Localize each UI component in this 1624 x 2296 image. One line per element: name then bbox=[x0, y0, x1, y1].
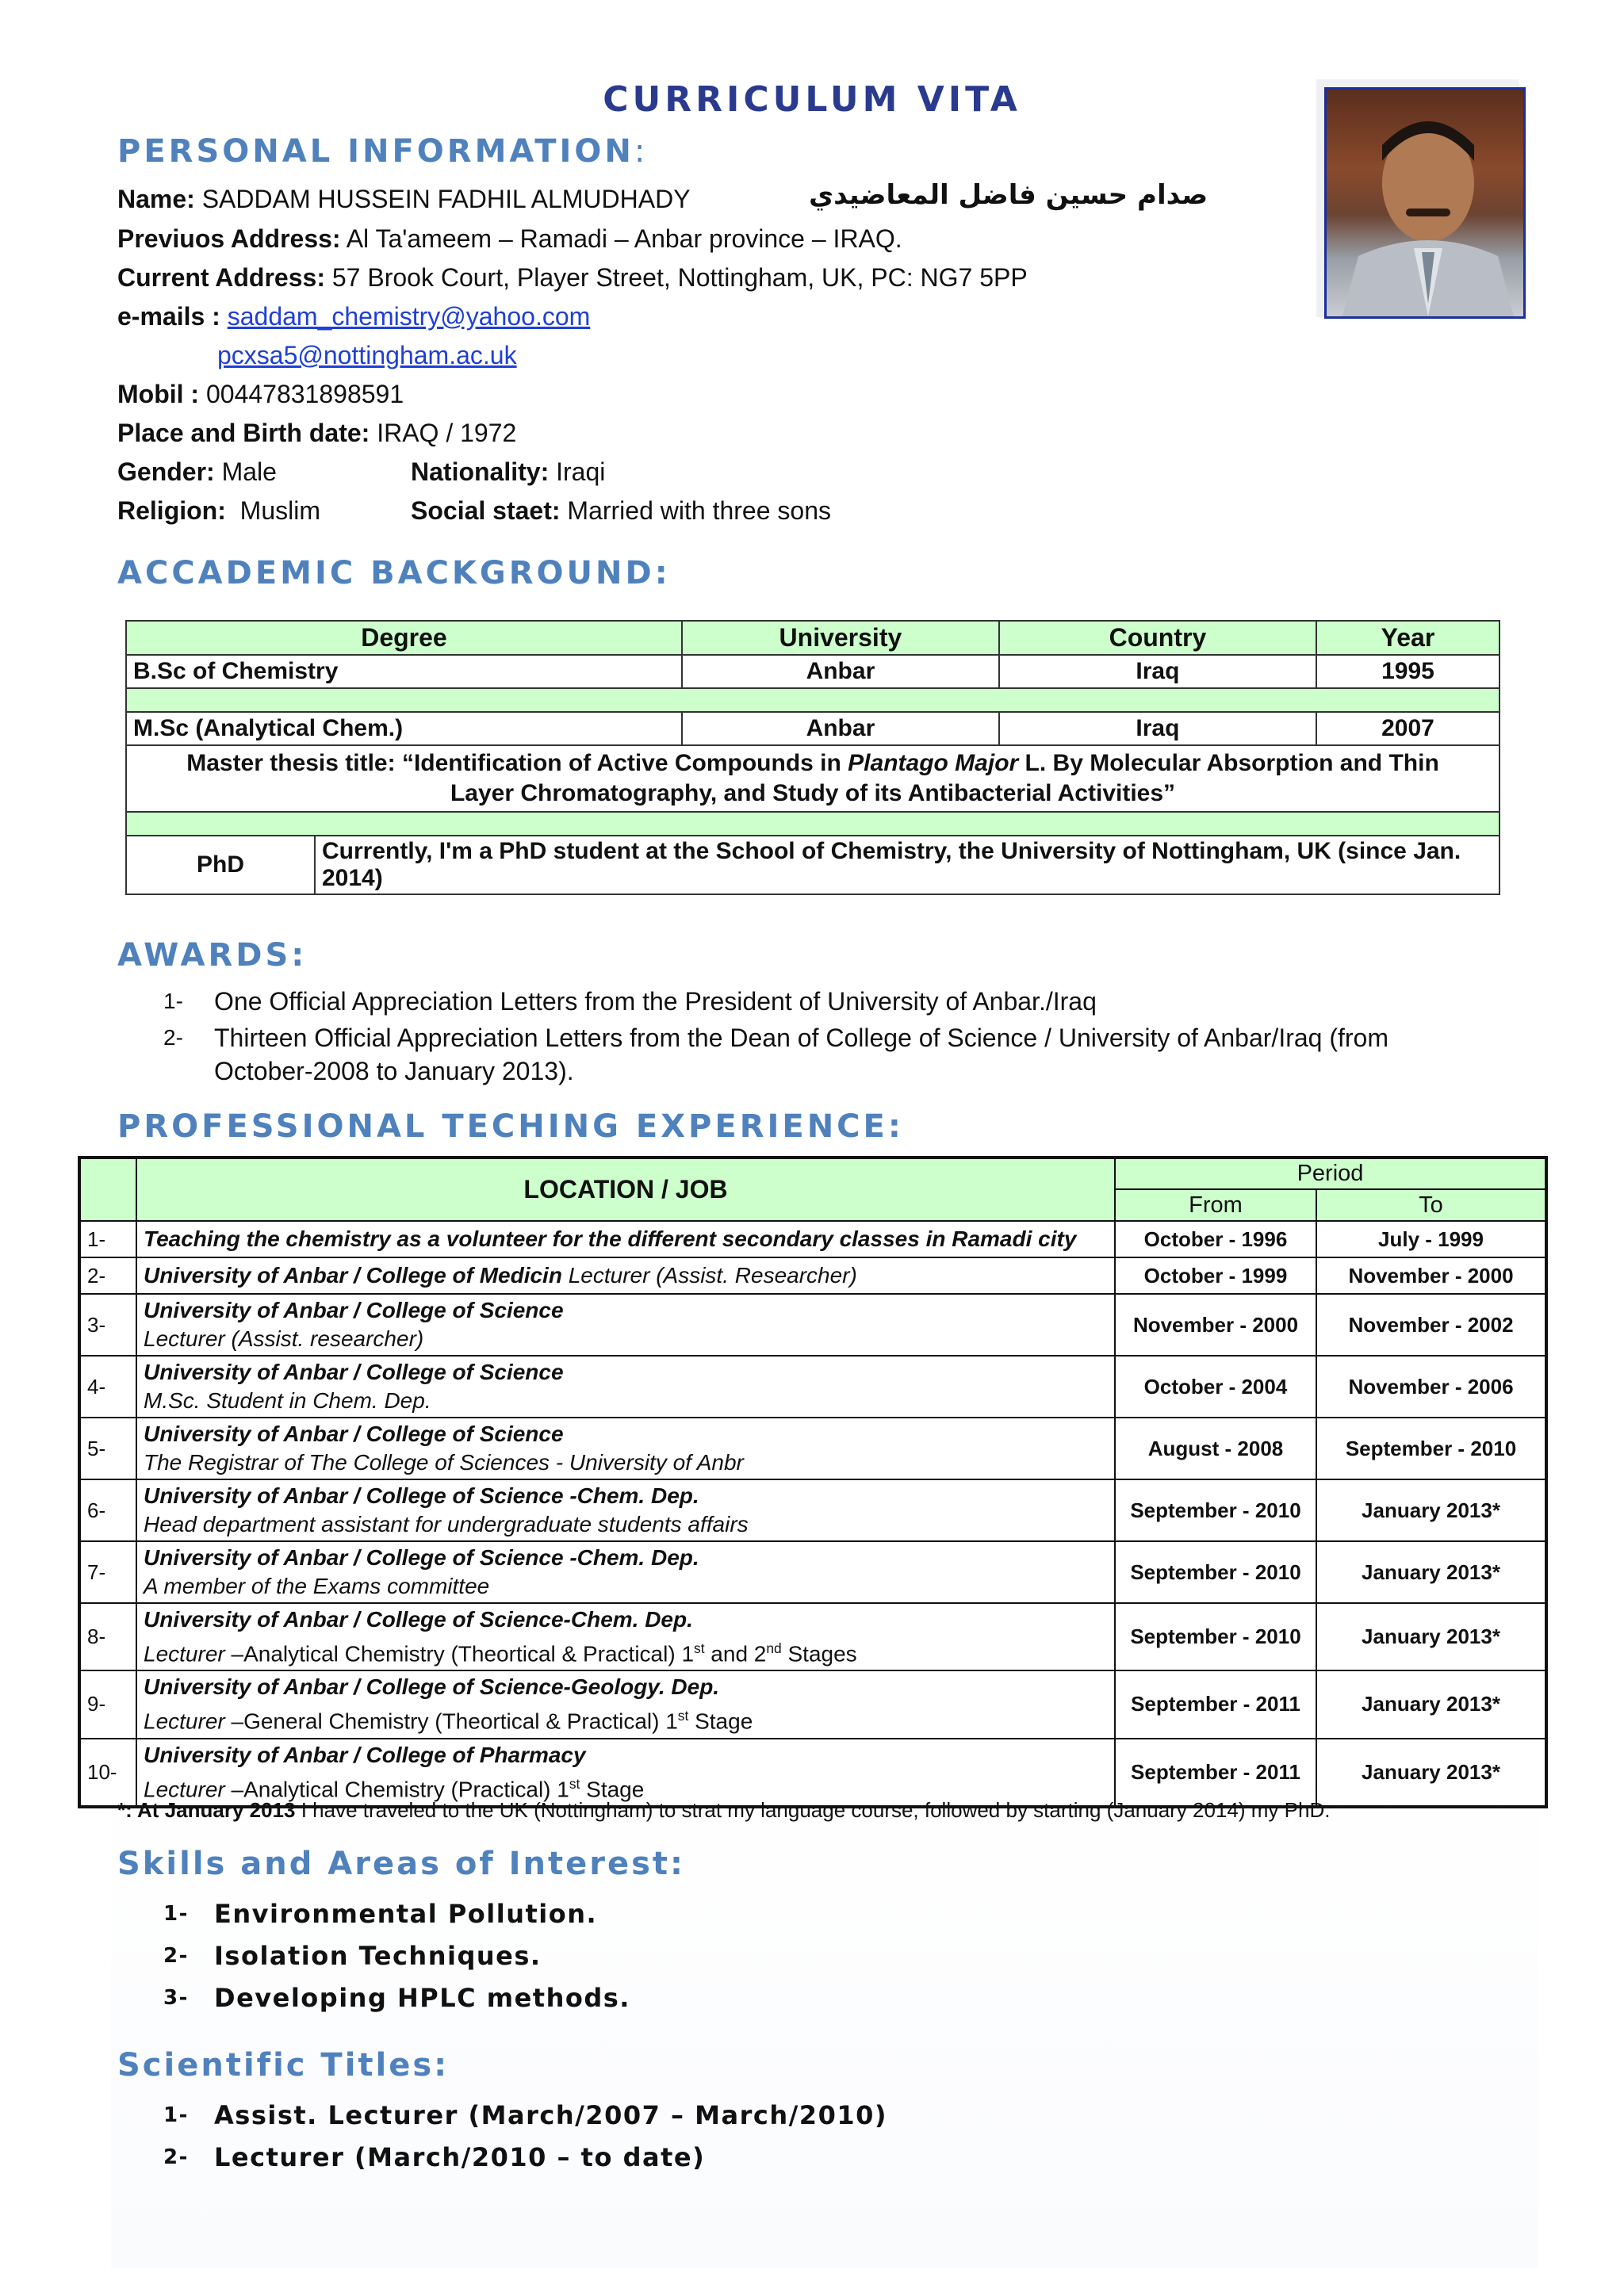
name-row bbox=[117, 181, 691, 217]
experience-heading: PROFESSIONAL TECHING EXPERIENCE: bbox=[117, 1108, 904, 1145]
row-number: 3- bbox=[79, 1294, 136, 1356]
academic-row-thesis bbox=[126, 745, 1500, 812]
academic-spacer bbox=[126, 812, 1500, 836]
skill-item bbox=[159, 1935, 630, 1977]
row-job-sub: Lecturer (Assist. Researcher) bbox=[561, 1263, 857, 1288]
row-job-head: University of Anbar / College of Science bbox=[144, 1422, 564, 1446]
experience-col-to: To bbox=[1316, 1189, 1546, 1221]
skills-heading: Skills and Areas of Interest: bbox=[117, 1846, 686, 1882]
skills-list bbox=[159, 1893, 630, 2019]
row-job bbox=[136, 1739, 1115, 1807]
prev-address-row bbox=[117, 220, 902, 257]
row-from: September - 2010 bbox=[1115, 1603, 1316, 1670]
row-job-head: University of Anbar / College of Science bbox=[144, 1298, 564, 1322]
row-job-sub-italic: Lecturer bbox=[144, 1776, 225, 1801]
title-text: Lecturer (March/2010 – to date) bbox=[214, 2142, 706, 2172]
row-job-head: University of Anbar / College of Science -Chem. Dep. bbox=[144, 1483, 699, 1508]
mobile-value: 00447831898591 bbox=[205, 380, 404, 408]
academic-row-phd bbox=[126, 836, 1500, 894]
row-job-sub-italic: Lecturer bbox=[144, 1641, 225, 1667]
religion-row bbox=[117, 492, 320, 529]
row-to: January 2013* bbox=[1316, 1603, 1546, 1670]
academic-col-country: Country bbox=[999, 621, 1316, 655]
row-job bbox=[136, 1603, 1115, 1670]
row-job-end: Stages bbox=[781, 1641, 857, 1667]
award-item bbox=[159, 1021, 1459, 1088]
social-label: Social staet: bbox=[411, 496, 561, 525]
titles-list bbox=[159, 2095, 887, 2179]
experience-col-from: From bbox=[1115, 1189, 1316, 1221]
cell-country: Iraq bbox=[999, 712, 1316, 745]
award-number: 2- bbox=[163, 1025, 183, 1050]
row-job-sub: A member of the Exams committee bbox=[144, 1574, 490, 1598]
row-to: November - 2002 bbox=[1316, 1294, 1546, 1356]
row-number: 2- bbox=[79, 1257, 136, 1294]
document-title: CURRICULUM VITA bbox=[603, 79, 1021, 120]
thesis-prefix: Master thesis title: “Identification of Active Compounds in bbox=[186, 750, 848, 776]
experience-row bbox=[79, 1257, 1546, 1294]
skill-item bbox=[159, 1893, 630, 1935]
name-arabic: صدام حسين فاضل المعاضيدي bbox=[809, 179, 1208, 211]
personal-info-heading bbox=[117, 133, 648, 170]
row-job bbox=[136, 1257, 1115, 1294]
email-link-1[interactable]: saddam_chemistry@yahoo.com bbox=[227, 302, 591, 331]
row-job-sup: st bbox=[677, 1708, 689, 1724]
row-job-sup: st bbox=[569, 1775, 580, 1792]
row-from: September - 2011 bbox=[1115, 1670, 1316, 1738]
academic-row-msc bbox=[126, 712, 1500, 745]
emails-row bbox=[117, 298, 590, 335]
row-job bbox=[136, 1479, 1115, 1541]
row-from: October - 1999 bbox=[1115, 1257, 1316, 1294]
row-from: August - 2008 bbox=[1115, 1418, 1316, 1479]
row-from: October - 1996 bbox=[1115, 1221, 1316, 1257]
row-number: 9- bbox=[79, 1670, 136, 1738]
skill-text: Developing HPLC methods. bbox=[214, 1983, 630, 2013]
row-job-sub: –Analytical Chemistry (Practical) 1 bbox=[224, 1776, 569, 1801]
spacer-cell bbox=[126, 688, 1500, 712]
prev-address-value: Al Ta'ameem – Ramadi – Anbar province – IRAQ. bbox=[346, 224, 902, 253]
row-job-end: Stage bbox=[688, 1709, 753, 1734]
experience-row bbox=[79, 1541, 1546, 1603]
row-job bbox=[136, 1541, 1115, 1603]
awards-list bbox=[159, 983, 1459, 1088]
academic-heading: ACCADEMIC BACKGROUND: bbox=[117, 555, 671, 591]
academic-header-row bbox=[126, 621, 1500, 655]
academic-col-degree: Degree bbox=[126, 621, 682, 655]
award-text: One Official Appreciation Letters from the President of University of Anbar./Iraq bbox=[214, 987, 1097, 1016]
title-number: 1- bbox=[163, 2103, 189, 2127]
academic-row-bsc bbox=[126, 655, 1500, 688]
religion-value: Muslim bbox=[239, 496, 320, 525]
prev-address-label: Previuos Address: bbox=[117, 224, 341, 253]
experience-row bbox=[79, 1221, 1546, 1257]
cell-year: 2007 bbox=[1316, 712, 1500, 745]
nationality-row bbox=[411, 453, 605, 490]
religion-label: Religion: bbox=[117, 496, 226, 525]
name-label: Name: bbox=[117, 185, 195, 213]
experience-row bbox=[79, 1479, 1546, 1541]
academic-col-university: University bbox=[682, 621, 999, 655]
row-number: 8- bbox=[79, 1603, 136, 1670]
experience-col-period: Period bbox=[1115, 1158, 1546, 1189]
row-job-sub: –Analytical Chemistry (Theortical & Practical) 1 bbox=[224, 1641, 695, 1667]
phd-label: PhD bbox=[126, 836, 315, 894]
mobile-row bbox=[117, 376, 404, 412]
thesis-suffix: L. By Molecular Absorption and Thin Layer Chromatography, and Study of its Antibacterial Activities” bbox=[450, 750, 1439, 806]
note-bold: *: At January 2013 bbox=[117, 1798, 296, 1822]
cell-degree: M.Sc (Analytical Chem.) bbox=[126, 712, 682, 745]
row-job-head: University of Anbar / College of Pharmacy bbox=[144, 1742, 586, 1767]
experience-row bbox=[79, 1294, 1546, 1356]
row-number: 4- bbox=[79, 1356, 136, 1418]
row-number: 6- bbox=[79, 1479, 136, 1541]
cell-degree: B.Sc of Chemistry bbox=[126, 655, 682, 688]
thesis-cell bbox=[126, 745, 1500, 812]
row-from: October - 2004 bbox=[1115, 1356, 1316, 1418]
personal-info-heading-colon: : bbox=[634, 133, 649, 170]
cell-university: Anbar bbox=[682, 655, 999, 688]
experience-row bbox=[79, 1603, 1546, 1670]
awards-heading: AWARDS: bbox=[117, 937, 308, 974]
row-to: November - 2006 bbox=[1316, 1356, 1546, 1418]
experience-col-num bbox=[79, 1158, 136, 1221]
row-to: January 2013* bbox=[1316, 1739, 1546, 1807]
mobile-label: Mobil : bbox=[117, 380, 200, 408]
award-number: 1- bbox=[163, 989, 183, 1013]
academic-col-year: Year bbox=[1316, 621, 1500, 655]
row-job-sub-italic: Lecturer bbox=[144, 1709, 225, 1734]
email-link-2[interactable]: pcxsa5@nottingham.ac.uk bbox=[217, 341, 517, 369]
row-job-head: University of Anbar / College of Science-Chem. Dep. bbox=[144, 1607, 693, 1632]
row-job-mid: and 2 bbox=[704, 1641, 767, 1667]
email-row-2 bbox=[217, 337, 517, 373]
social-row bbox=[411, 492, 831, 529]
note-rest: I have traveled to the UK (Nottingham) to strat my language course, followed by starting (January 2014) my PhD. bbox=[295, 1798, 1331, 1822]
experience-col-location: LOCATION / JOB bbox=[136, 1158, 1115, 1221]
birth-row bbox=[117, 415, 516, 451]
experience-row bbox=[79, 1739, 1546, 1807]
row-job-sub: The Registrar of The College of Sciences - University of Anbr bbox=[144, 1450, 744, 1475]
row-to: January 2013* bbox=[1316, 1541, 1546, 1603]
row-job-sup: st bbox=[694, 1640, 705, 1656]
row-to: November - 2000 bbox=[1316, 1257, 1546, 1294]
birth-label: Place and Birth date: bbox=[117, 419, 370, 447]
nationality-value: Iraqi bbox=[556, 457, 606, 486]
experience-header-row bbox=[79, 1158, 1546, 1189]
row-number: 5- bbox=[79, 1418, 136, 1479]
row-job bbox=[136, 1294, 1115, 1356]
thesis-italic: Plantago Major bbox=[848, 750, 1019, 776]
row-job-end: Stage bbox=[580, 1776, 645, 1801]
social-value: Married with three sons bbox=[567, 496, 831, 525]
experience-table bbox=[78, 1156, 1548, 1808]
cell-year: 1995 bbox=[1316, 655, 1500, 688]
row-to: January 2013* bbox=[1316, 1479, 1546, 1541]
phd-value: Currently, I'm a PhD student at the School of Chemistry, the University of Nottingham, UK (since Jan. 2014) bbox=[315, 836, 1500, 894]
current-address-label: Current Address: bbox=[117, 263, 325, 292]
row-job bbox=[136, 1221, 1115, 1257]
cell-country: Iraq bbox=[999, 655, 1316, 688]
nationality-label: Nationality: bbox=[411, 457, 550, 486]
row-number: 1- bbox=[79, 1221, 136, 1257]
current-address-value: 57 Brook Court, Player Street, Nottingham, UK, PC: NG7 5PP bbox=[331, 263, 1028, 292]
row-job-sub: M.Sc. Student in Chem. Dep. bbox=[144, 1388, 431, 1413]
row-from: September - 2011 bbox=[1115, 1739, 1316, 1807]
experience-row bbox=[79, 1356, 1546, 1418]
title-item bbox=[159, 2137, 887, 2179]
profile-photo bbox=[1324, 87, 1526, 319]
row-job-sub: –General Chemistry (Theortical & Practical) 1 bbox=[224, 1709, 678, 1734]
row-job-head: University of Anbar / College of Medicin bbox=[144, 1263, 562, 1288]
portrait-icon bbox=[1327, 90, 1523, 316]
skill-text: Isolation Techniques. bbox=[214, 1941, 542, 1971]
row-from: November - 2000 bbox=[1115, 1294, 1316, 1356]
current-address-row bbox=[117, 259, 1028, 296]
row-job bbox=[136, 1670, 1115, 1738]
award-text: Thirteen Official Appreciation Letters from the Dean of College of Science / University of Anbar/Iraq (from October-2008 to January 2013). bbox=[214, 1024, 1388, 1085]
spacer-cell bbox=[126, 812, 1500, 836]
academic-spacer bbox=[126, 688, 1500, 712]
birth-value: IRAQ / 1972 bbox=[377, 419, 517, 447]
row-job-head: University of Anbar / College of Science-Geology. Dep. bbox=[144, 1674, 720, 1700]
personal-info-heading-text: PERSONAL INFORMATION bbox=[117, 133, 634, 170]
gender-row bbox=[117, 453, 277, 490]
title-item bbox=[159, 2095, 887, 2137]
skill-text: Environmental Pollution. bbox=[214, 1899, 598, 1929]
row-job-head: Teaching the chemistry as a volunteer for the different secondary classes in Ramadi city bbox=[144, 1226, 1077, 1251]
gender-label: Gender: bbox=[117, 457, 215, 486]
row-job bbox=[136, 1356, 1115, 1418]
name-value: SADDAM HUSSEIN FADHIL ALMUDHADY bbox=[201, 185, 691, 213]
row-to: July - 1999 bbox=[1316, 1221, 1546, 1257]
row-number: 10- bbox=[79, 1739, 136, 1807]
skill-number: 1- bbox=[163, 1902, 189, 1926]
row-job-sub: Lecturer (Assist. researcher) bbox=[144, 1326, 424, 1351]
academic-table bbox=[125, 620, 1500, 895]
award-item bbox=[159, 983, 1459, 1020]
skill-number: 3- bbox=[163, 1986, 189, 2010]
cell-university: Anbar bbox=[682, 712, 999, 745]
title-number: 2- bbox=[163, 2145, 189, 2169]
row-to: January 2013* bbox=[1316, 1670, 1546, 1738]
row-number: 7- bbox=[79, 1541, 136, 1603]
row-job bbox=[136, 1418, 1115, 1479]
row-job-sup: nd bbox=[766, 1640, 782, 1656]
title-text: Assist. Lecturer (March/2007 – March/2010) bbox=[214, 2100, 887, 2130]
row-from: September - 2010 bbox=[1115, 1479, 1316, 1541]
row-job-head: University of Anbar / College of Science bbox=[144, 1360, 564, 1384]
row-to: September - 2010 bbox=[1316, 1418, 1546, 1479]
experience-row bbox=[79, 1418, 1546, 1479]
skill-number: 2- bbox=[163, 1944, 189, 1968]
titles-heading: Scientific Titles: bbox=[117, 2047, 450, 2084]
row-job-head: University of Anbar / College of Science -Chem. Dep. bbox=[144, 1545, 699, 1570]
row-job-sub: Head department assistant for undergraduate students affairs bbox=[144, 1512, 749, 1536]
row-from: September - 2010 bbox=[1115, 1541, 1316, 1603]
skill-item bbox=[159, 1977, 630, 2019]
emails-label: e-mails : bbox=[117, 302, 220, 331]
gender-value: Male bbox=[221, 457, 277, 486]
experience-note bbox=[117, 1798, 1330, 1823]
experience-row bbox=[79, 1670, 1546, 1738]
